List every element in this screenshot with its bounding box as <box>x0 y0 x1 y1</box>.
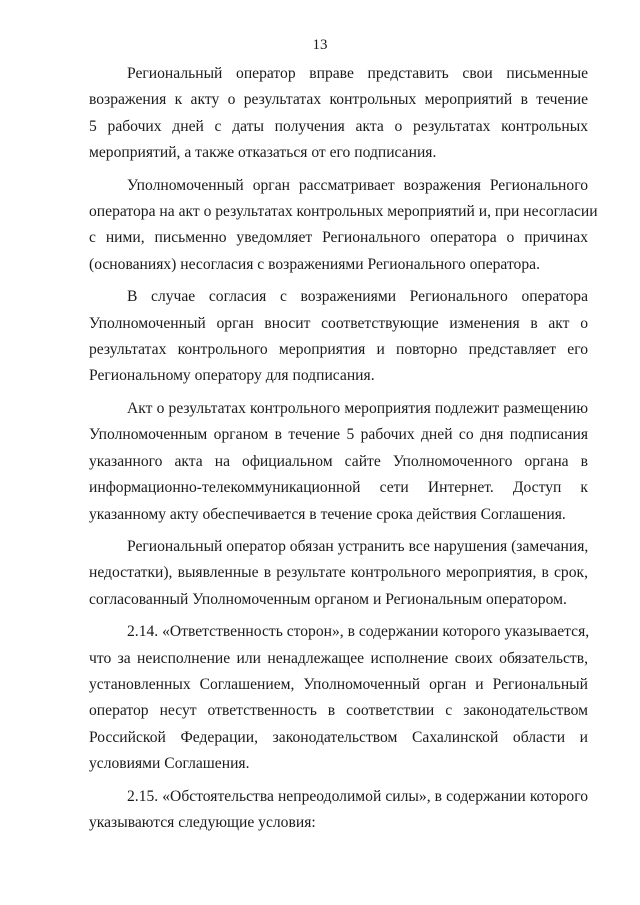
text-line: 2.14. «Ответственность сторон», в содержании которого указывается, <box>127 623 590 641</box>
text-line: В случае согласия с возражениями Регионального оператора <box>127 288 588 306</box>
text-line: возражения к акту о результатах контрольных мероприятий в течение <box>89 91 588 109</box>
paragraph-objections-right <box>89 61 588 167</box>
text-line: Региональный оператор обязан устранить все нарушения (замечания, <box>127 537 589 555</box>
paragraph-objections-agreement <box>89 284 588 390</box>
paragraph-violations-remedy <box>89 534 588 613</box>
text-line: Уполномоченный орган вносит соответствующие изменения в акт о <box>89 314 588 332</box>
text-line: (основаниях) несогласия с возражениями Регионального оператора. <box>89 255 540 273</box>
text-line: недостатки), выявленные в результате контрольного мероприятия, в срок, <box>89 564 588 582</box>
paragraph-act-publication <box>89 396 588 528</box>
text-line: оператор несут ответственность в соответствии с законодательством <box>89 702 588 720</box>
text-line: Уполномоченный орган рассматривает возражения Регионального <box>127 176 588 194</box>
text-line: результатах контрольного мероприятия и повторно представляет его <box>89 341 588 359</box>
text-line: Региональному оператору для подписания. <box>89 367 375 385</box>
text-line: Акт о результатах контрольного мероприятия подлежит размещению <box>127 399 588 417</box>
text-line: установленных Соглашением, Уполномоченный орган и Региональный <box>89 675 588 693</box>
document-body <box>89 61 598 842</box>
text-line: Российской Федерации, законодательством Сахалинской области и <box>89 728 588 746</box>
text-line: что за неисполнение или ненадлежащее исполнение своих обязательств, <box>89 649 588 667</box>
text-line: указанному акту обеспечивается в течение срока действия Соглашения. <box>89 505 566 523</box>
page-number: 13 <box>312 37 328 53</box>
text-line: указываются следующие условия: <box>89 813 316 831</box>
text-line: с ними, письменно уведомляет Регионального оператора о причинах <box>89 229 588 247</box>
text-line: указанного акта на официальном сайте Уполномоченного органа в <box>89 452 588 470</box>
text-line: оператора на акт о результатах контрольных мероприятий и, при несогласии <box>89 203 598 221</box>
paragraph-section-2-15 <box>89 784 588 837</box>
paragraph-objections-review <box>89 173 598 279</box>
text-line: мероприятий, а также отказаться от его подписания. <box>89 144 437 162</box>
text-line: условиями Соглашения. <box>89 755 250 773</box>
text-line: Региональный оператор вправе представить свои письменные <box>127 65 588 82</box>
text-line: 2.15. «Обстоятельства непреодолимой силы», в содержании которого <box>127 787 588 805</box>
text-line: согласованный Уполномоченным органом и Региональным оператором. <box>89 590 567 608</box>
paragraph-section-2-14 <box>89 619 588 777</box>
text-line: 5 рабочих дней с даты получения акта о результатах контрольных <box>89 117 588 135</box>
text-line: Уполномоченным органом в течение 5 рабочих дней со дня подписания <box>89 426 588 444</box>
text-line: информационно-телекоммуникационной сети Интернет. Доступ к <box>89 479 588 497</box>
